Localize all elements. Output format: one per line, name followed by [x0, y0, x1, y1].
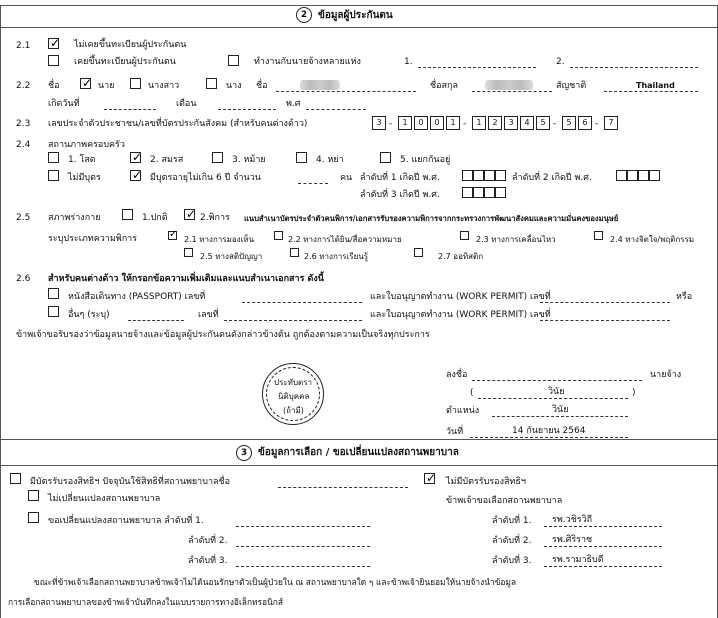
year-digit-box[interactable]: [462, 187, 473, 198]
workpermit-number-field-2[interactable]: [540, 320, 670, 321]
no-change-label: ไม่เปลี่ยนแปลงสถานพยาบาล: [48, 494, 161, 504]
id-digit-box[interactable]: 0: [430, 116, 444, 130]
year-digit-box[interactable]: [495, 170, 506, 181]
mrs-checkbox[interactable]: [206, 78, 217, 89]
section3-divider: [0, 465, 718, 466]
registered-label: เคยขึ้นทะเบียนผู้ประกันตน: [74, 57, 176, 67]
married-label: 2. สมรส: [150, 155, 184, 165]
child3-label: ลำดับที่ 3 เกิดปี พ.ศ.: [360, 190, 440, 200]
surname-redacted: [485, 80, 533, 90]
widowed-label: 3. หม้าย: [232, 155, 266, 165]
hospital-note-line1: ขณะที่ข้าพเจ้าเลือกสถานพยาบาลข้าพเจ้าไม่ได้นอนรักษาตัวเป็นผู้ป่วยใน ณ สถานพยาบาลใด ๆ และข้าพเจ้ายินยอมให้นายจ้างนำข้อมูล: [34, 577, 517, 587]
separated-label: 5. แยกกันอยู่: [400, 155, 451, 165]
year-digit-box[interactable]: [462, 170, 473, 181]
surname-label: ชื่อสกุล: [430, 81, 458, 91]
disability-note: แนบสำเนาบัตรประจำตัวคนพิการ/เอกสารรับรองความพิการจากกระทรวงการพัฒนาสังคมและความมั่นคงของมนุษย์: [244, 214, 619, 223]
date-field[interactable]: [470, 437, 628, 438]
change-rank1-field[interactable]: [236, 526, 370, 527]
hearing-label: 2.2 ทางการได้ยิน/สื่อความหมาย: [288, 235, 402, 244]
passport-number-field[interactable]: [242, 302, 362, 303]
visual-label: 2.1 ทางการมองเห็น: [184, 235, 255, 244]
no-card-label: ไม่มีบัตรรับรองสิทธิฯ: [446, 477, 526, 487]
employer-label: นายจ้าง: [650, 370, 682, 380]
certify-text: ข้าพเจ้าขอรับรองว่าข้อมูลนายจ้างและข้อมูลผู้ประกันตนดังกล่าวข้างต้น ถูกต้องตามความเป็นจริงทุกประการ: [16, 330, 430, 340]
position-field[interactable]: [492, 416, 628, 417]
employer1-field[interactable]: [418, 67, 536, 68]
change-label: ขอเปลี่ยนแปลงสถานพยาบาล ลำดับที่ 1.: [48, 516, 204, 526]
row22-number: 2.2: [16, 81, 31, 91]
disability-type-label: ระบุประเภทความพิการ: [48, 234, 138, 244]
disabled-checkbox[interactable]: [184, 209, 195, 220]
has-child-label: มีบุตรอายุไม่เกิน 6 ปี จำนวน: [150, 173, 261, 183]
disabled-label: 2.พิการ: [200, 213, 230, 223]
divorced-label: 4. หย่า: [316, 155, 344, 165]
year-digit-box[interactable]: [473, 187, 484, 198]
printed-name-field[interactable]: [478, 398, 628, 399]
single-checkbox[interactable]: [48, 152, 59, 163]
mrs-label: นาง: [226, 81, 242, 91]
mr-label: นาย: [98, 81, 115, 91]
date-label: วันที่: [446, 427, 464, 437]
mental-checkbox[interactable]: [594, 231, 603, 240]
other-doc-number-field[interactable]: [224, 320, 362, 321]
firstname-redacted: [300, 80, 340, 90]
id-digit-box[interactable]: 1: [472, 116, 486, 130]
passport-checkbox[interactable]: [48, 288, 59, 299]
never-registered-checkbox[interactable]: [48, 38, 59, 49]
section2-divider: [0, 27, 718, 28]
printed-name-value: วินัย: [548, 387, 565, 397]
physical-label: สภาพร่างกาย: [48, 213, 101, 223]
position-label: ตำแหน่ง: [446, 406, 480, 416]
learning-checkbox[interactable]: [290, 248, 299, 257]
id-digit-box[interactable]: 2: [488, 116, 502, 130]
id-separator: -: [463, 119, 467, 129]
workpermit-label-2: และใบอนุญาตทำงาน (WORK PERMIT) เลขที่: [370, 310, 551, 320]
year-label: พ.ศ: [286, 99, 301, 109]
row21-number: 2.1: [16, 41, 31, 51]
foreigner-label: สำหรับคนต่างด้าว ให้กรอกข้อความเพิ่มเติมและแนบสำเนาเอกสาร ดังนี้: [48, 274, 324, 284]
miss-label: นางสาว: [148, 81, 180, 91]
employer1-label: 1.: [404, 57, 413, 67]
id-digit-box[interactable]: 7: [604, 116, 618, 130]
id-separator: -: [595, 119, 599, 129]
open-paren: (: [470, 388, 474, 398]
child-count-field[interactable]: [298, 183, 328, 184]
id-digit-box[interactable]: 4: [520, 116, 534, 130]
normal-checkbox[interactable]: [122, 209, 133, 220]
id-digit-box[interactable]: 3: [504, 116, 518, 130]
has-child-checkbox[interactable]: [130, 170, 141, 181]
year-digit-box[interactable]: [495, 187, 506, 198]
never-registered-label: ไม่เคยขึ้นทะเบียนผู้ประกันตน: [74, 40, 187, 50]
select-rank1-value: รพ.วชิรวิถี: [552, 515, 593, 525]
widowed-checkbox[interactable]: [212, 152, 223, 163]
birthdate-label: เกิดวันที่: [48, 99, 80, 109]
change-checkbox[interactable]: [28, 512, 39, 523]
close-paren: ): [632, 388, 636, 398]
hospital-note-line2: การเลือกสถานพยาบาลของข้าพเจ้าบันทึกลงในแบบรายการทางอิเล็กทรอนิกส์: [8, 597, 283, 607]
surname-field[interactable]: [472, 91, 552, 92]
multiple-employers-label: ทำงานกับนายจ้างหลายแห่ง: [254, 57, 361, 67]
mr-checkbox[interactable]: [80, 78, 91, 89]
year-digit-box[interactable]: [616, 170, 627, 181]
nationality-label: สัญชาติ: [556, 81, 587, 91]
select-rank3-value: รพ.รามาธิบดี: [552, 555, 604, 565]
date-value: 14 กันยายน 2564: [512, 426, 586, 436]
section2-title: ข้อมูลผู้ประกันตน: [318, 10, 393, 21]
section2-number: 2: [296, 7, 312, 23]
id-separator: -: [553, 119, 557, 129]
nationality-field[interactable]: [604, 91, 698, 92]
seal-line3: (ถ้ามี): [283, 406, 304, 415]
left-border: [0, 5, 1, 618]
year-digit-box[interactable]: [473, 170, 484, 181]
other-doc-label: อื่นๆ (ระบุ): [68, 310, 110, 320]
miss-checkbox[interactable]: [130, 78, 141, 89]
select-rank3-label: ลำดับที่ 3.: [492, 556, 532, 566]
select-rank2-field[interactable]: [544, 546, 662, 547]
current-hospital-field[interactable]: [278, 487, 408, 488]
no-card-checkbox[interactable]: [424, 473, 435, 484]
nationality-value: Thailand: [636, 81, 675, 90]
multiple-employers-checkbox[interactable]: [228, 55, 239, 66]
year-digit-box[interactable]: [627, 170, 638, 181]
section3-number: 3: [236, 445, 252, 461]
birth-year-field[interactable]: [306, 109, 366, 110]
change-rank2-label: ลำดับที่ 2.: [188, 536, 228, 546]
id-digit-box[interactable]: 5: [536, 116, 550, 130]
select-rank2-label: ลำดับที่ 2.: [492, 536, 532, 546]
top-border: [0, 5, 718, 6]
row24-number: 2.4: [16, 140, 31, 150]
sign-label: ลงชื่อ: [446, 370, 468, 380]
or-label: หรือ: [676, 292, 693, 302]
mobility-label: 2.3 ทางการเคลื่อนไหว: [476, 235, 556, 244]
visual-checkbox[interactable]: [168, 231, 177, 240]
year-digit-box[interactable]: [484, 170, 495, 181]
other-doc-number-label: เลขที่: [198, 310, 219, 320]
month-label: เดือน: [176, 99, 197, 109]
intellectual-label: 2.5 ทางสติปัญญา: [200, 252, 263, 261]
registered-checkbox[interactable]: [48, 55, 59, 66]
no-child-label: ไม่มีบุตร: [68, 173, 101, 183]
id-digit-box[interactable]: 6: [578, 116, 592, 130]
learning-label: 2.6 ทางการเรียนรู้: [304, 252, 369, 261]
has-card-label: มีบัตรรับรองสิทธิฯ ปัจจุบันใช้สิทธิที่สถานพยาบาลชื่อ: [30, 477, 231, 487]
year-digit-box[interactable]: [638, 170, 649, 181]
id-digit-box[interactable]: 1: [398, 116, 412, 130]
id-separator: -: [389, 119, 393, 129]
select-rank2-value: รพ.ศิริราช: [552, 535, 593, 545]
single-label: 1. โสด: [68, 155, 96, 165]
seal-line1: ประทับตรา: [274, 378, 313, 387]
select-hospital-label: ข้าพเจ้าขอเลือกสถานพยาบาล: [446, 496, 563, 506]
row26-number: 2.6: [16, 274, 31, 284]
autism-label: 2.7 ออทิสติก: [438, 252, 484, 261]
no-change-checkbox[interactable]: [28, 490, 39, 501]
select-rank3-field[interactable]: [544, 566, 662, 567]
married-checkbox[interactable]: [130, 152, 141, 163]
child1-label: ลำดับที่ 1 เกิดปี พ.ศ.: [360, 173, 440, 183]
title-label: ชื่อ: [48, 81, 60, 91]
id-digit-box[interactable]: 0: [414, 116, 428, 130]
change-rank2-field[interactable]: [236, 546, 370, 547]
id-digit-box[interactable]: 3: [372, 116, 386, 130]
year-digit-box[interactable]: [484, 187, 495, 198]
divorced-checkbox[interactable]: [296, 152, 307, 163]
normal-label: 1.ปกติ: [142, 213, 168, 223]
signature-field[interactable]: [472, 380, 642, 381]
intellectual-checkbox[interactable]: [184, 248, 193, 257]
change-rank3-field[interactable]: [236, 566, 370, 567]
select-rank1-field[interactable]: [544, 526, 662, 527]
section3-top-divider: [0, 439, 718, 440]
other-doc-field[interactable]: [128, 320, 184, 321]
other-doc-checkbox[interactable]: [48, 306, 59, 317]
no-child-checkbox[interactable]: [48, 170, 59, 181]
has-card-checkbox[interactable]: [10, 473, 21, 484]
autism-checkbox[interactable]: [414, 248, 423, 257]
mobility-checkbox[interactable]: [460, 231, 469, 240]
child2-label: ลำดับที่ 2 เกิดปี พ.ศ.: [512, 173, 592, 183]
child-unit-label: คน: [340, 173, 353, 183]
position-value: วินัย: [552, 405, 569, 415]
employer2-field[interactable]: [570, 67, 698, 68]
id-label: เลขประจำตัวประชาชน/เลขที่บัตรประกันสังคม (สำหรับคนต่างด้าว): [48, 119, 308, 129]
workpermit-label-1: และใบอนุญาตทำงาน (WORK PERMIT) เลขที่: [370, 292, 551, 302]
hearing-checkbox[interactable]: [274, 231, 283, 240]
mental-label: 2.4 ทางจิตใจ/พฤติกรรม: [610, 235, 695, 244]
change-rank3-label: ลำดับที่ 3.: [188, 556, 228, 566]
section3-title: ข้อมูลการเลือก / ขอเปลี่ยนแปลงสถานพยาบาล: [258, 447, 459, 458]
select-rank1-label: ลำดับที่ 1.: [492, 516, 532, 526]
year-digit-box[interactable]: [649, 170, 660, 181]
employer2-label: 2.: [556, 57, 565, 67]
family-status-label: สถานภาพครอบครัว: [48, 140, 125, 150]
id-digit-box[interactable]: 1: [446, 116, 460, 130]
birthday-field[interactable]: [104, 109, 156, 110]
firstname-field[interactable]: [276, 91, 416, 92]
workpermit-number-field-1[interactable]: [540, 302, 670, 303]
id-digit-box[interactable]: 5: [562, 116, 576, 130]
row25-number: 2.5: [16, 213, 31, 223]
passport-label: หนังสือเดินทาง (PASSPORT) เลขที่: [68, 292, 206, 302]
firstname-label: ชื่อ: [256, 81, 268, 91]
row23-number: 2.3: [16, 119, 31, 129]
seal-line2: นิติบุคคล: [278, 392, 310, 401]
separated-checkbox[interactable]: [380, 152, 391, 163]
birth-month-field[interactable]: [218, 109, 276, 110]
